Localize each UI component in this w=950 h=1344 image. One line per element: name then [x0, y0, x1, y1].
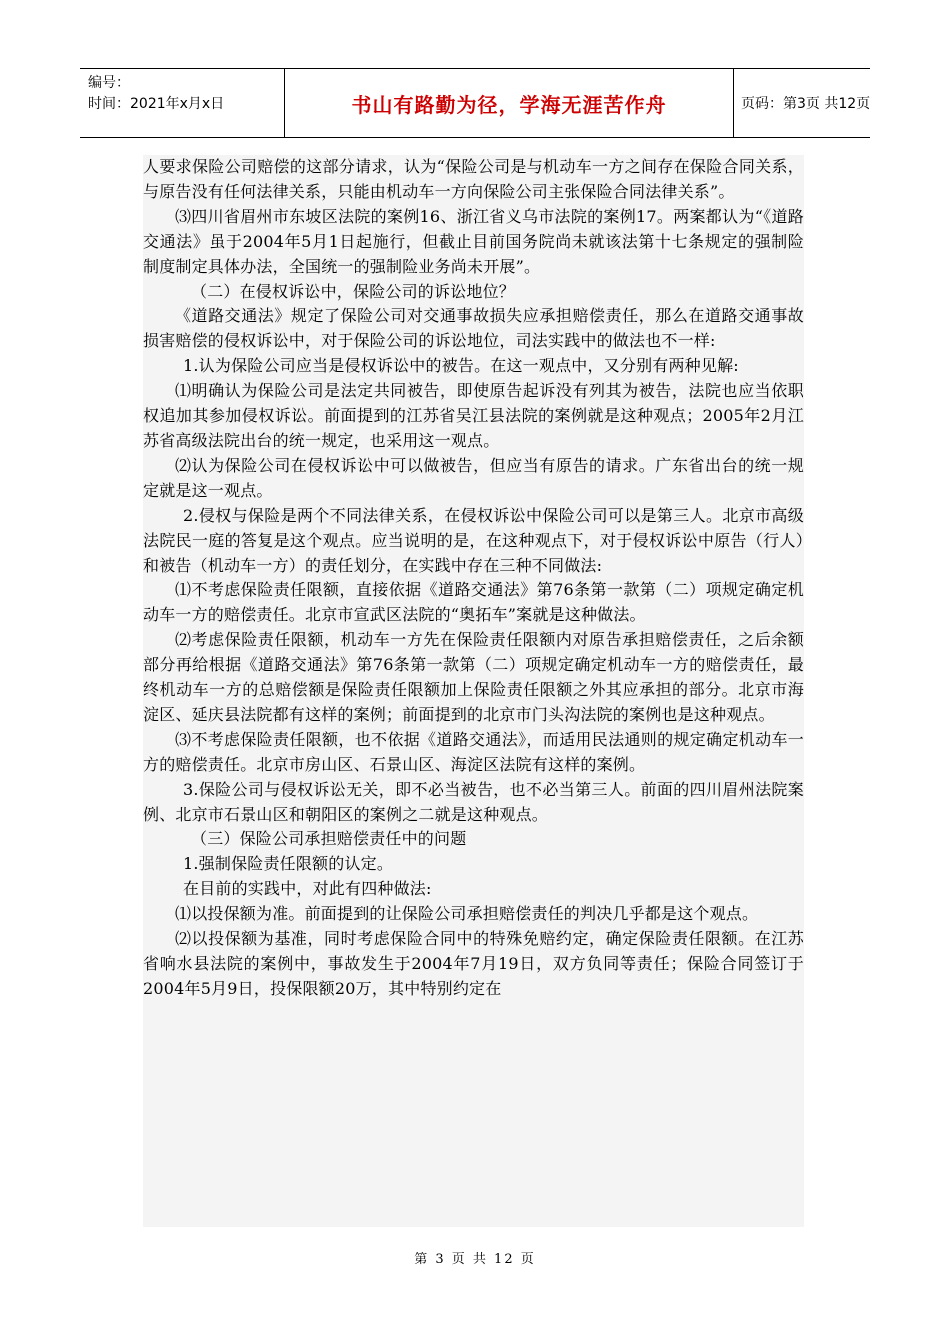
- paragraph: ⑴明确认为保险公司是法定共同被告，即使原告起诉没有列其为被告，法院也应当依职权追加其参加侵权诉讼。前面提到的江苏省吴江县法院的案例就是这种观点；2005年2月江苏省高级法院出台的统一规定，也采用这一观点。: [143, 381, 804, 450]
- paragraph: ⑵考虑保险责任限额，机动车一方先在保险责任限额内对原告承担赔偿责任，之后余额部分再给根据《道路交通法》第76条第一款第（二）项规定确定机动车一方的赔偿责任，最终机动车一方的总赔偿额是保险责任限额加上保险责任限额之外其应承担的部分。北京市海淀区、延庆县法院都有这样的案例；前面提到的北京市门头沟法院的案例也是这种观点。: [143, 630, 804, 724]
- paragraph: 1.强制保险责任限额的认定。: [183, 854, 394, 874]
- header-motto: 书山有路勤为径，学海无涯苦作舟: [284, 69, 734, 137]
- paragraph: ⑴不考虑保险责任限额，直接依据《道路交通法》第76条第一款第（二）项规定确定机动车一方的赔偿责任。北京市宣武区法院的“奥拓车”案就是这种做法。: [143, 580, 804, 625]
- document-date-label: 时间：2021年x月x日: [88, 96, 225, 112]
- paragraph: ⑵认为保险公司在侵权诉讼中可以做被告，但应当有原告的请求。广东省出台的统一规定就是这一观点。: [143, 455, 804, 500]
- section-heading: （三）保险公司承担赔偿责任中的问题: [191, 829, 467, 849]
- paragraph: ⑵以投保额为基准，同时考虑保险合同中的特殊免赔约定，确定保险责任限额。在江苏省响水县法院的案例中，事故发生于2004年7月19日，双方负同等责任；保险合同签订于2004年5月9日，投保限额20万，其中特别约定在: [143, 929, 804, 998]
- header-page-info: 页码：第3页 共12页: [741, 96, 871, 112]
- paragraph: 人要求保险公司赔偿的这部分请求，认为“保险公司是与机动车一方之间存在保险合同关系，与原告没有任何法律关系，只能由机动车一方向保险公司主张保险合同法律关系”。: [143, 157, 804, 201]
- page-header: [80, 68, 870, 138]
- page-footer: 第 3 页 共 12 页: [414, 1252, 536, 1267]
- document-body: [143, 155, 804, 1227]
- paragraph: ⑶四川省眉州市东坡区法院的案例16、浙江省义乌市法院的案例17。两案都认为“《道路交通法》虽于2004年5月1日起施行，但截止目前国务院尚未就该法第十七条规定的强制险制度制定具体办法，全国统一的强制险业务尚未开展”。: [143, 206, 804, 276]
- paragraph: ⑴以投保额为准。前面提到的让保险公司承担赔偿责任的判决几乎都是这个观点。: [175, 904, 759, 924]
- paragraph: 3.保险公司与侵权诉讼无关，即不必当被告，也不必当第三人。前面的四川眉州法院案例、北京市石景山区和朝阳区的案例之二就是这种观点。: [143, 779, 804, 824]
- section-heading: （二）在侵权诉讼中，保险公司的诉讼地位？: [191, 281, 516, 301]
- paragraph: 2.侵权与保险是两个不同法律关系，在侵权诉讼中保险公司可以是第三人。北京市高级法院民一庭的答复是这个观点。应当说明的是，在这种观点下，对于侵权诉讼中原告（行人）和被告（机动车一方）的责任划分，在实践中存在三种不同做法:: [143, 505, 804, 575]
- paragraph: 在目前的实践中，对此有四种做法:: [183, 879, 432, 899]
- paragraph: 1.认为保险公司应当是侵权诉讼中的被告。在这一观点中，又分别有两种见解:: [183, 356, 739, 376]
- header-meta: [88, 73, 278, 115]
- paragraph: ⑶不考虑保险责任限额，也不依据《道路交通法》，而适用民法通则的规定确定机动车一方的赔偿责任。北京市房山区、石景山区、海淀区法院有这样的案例。: [143, 729, 804, 774]
- document-number-label: 编号：: [88, 75, 130, 91]
- paragraph: 《道路交通法》规定了保险公司对交通事故损失应承担赔偿责任，那么在道路交通事故损害赔偿的侵权诉讼中，对于保险公司的诉讼地位，司法实践中的做法也不一样:: [143, 306, 804, 351]
